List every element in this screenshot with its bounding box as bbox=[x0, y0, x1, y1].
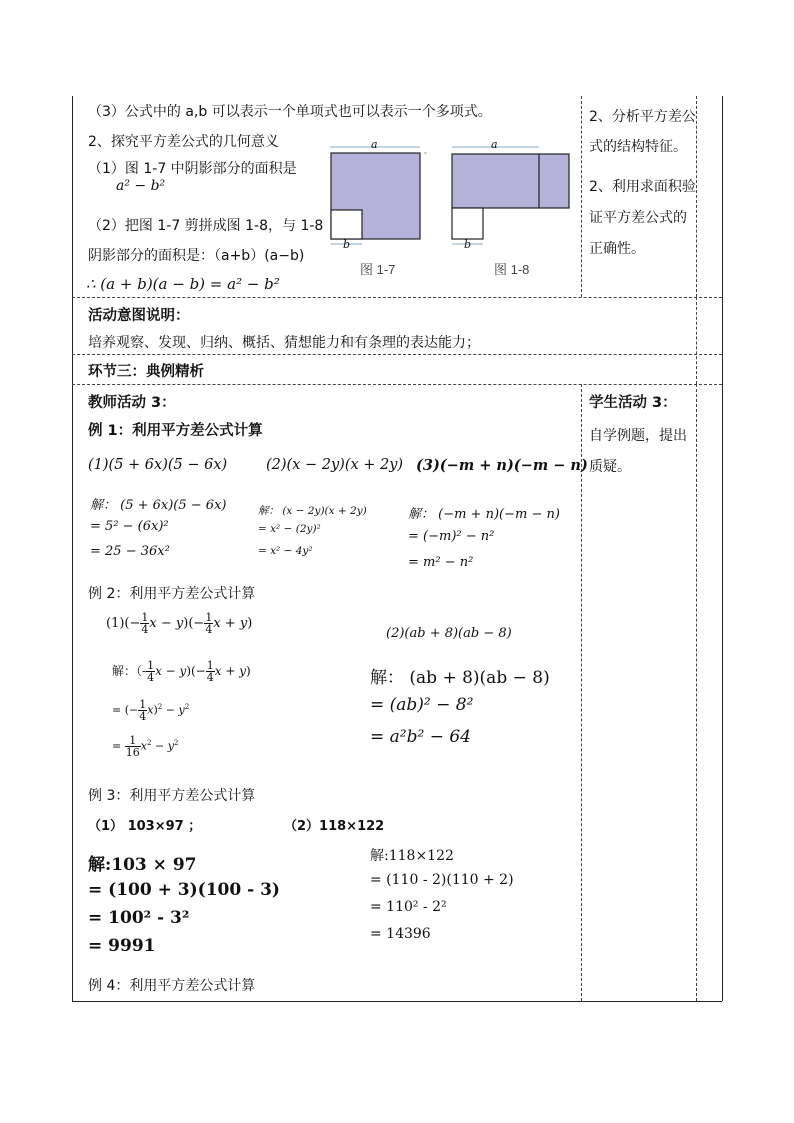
example-4-title: 例 4：利用平方差公式计算 bbox=[88, 978, 256, 994]
intent-text: 培养观察、发现、归纳、概括、猜想能力和有条理的表达能力； bbox=[88, 335, 480, 351]
question-2-line-2: 阴影部分的面积是：（a+b）(a−b) bbox=[88, 248, 305, 264]
figure-1-7-caption: 图 1-7 bbox=[360, 262, 396, 277]
example-2-problem-1: (1)(− $\frac{1}{4}$ x − y)(− $\frac{1}{4}$ x + y) bbox=[106, 611, 253, 636]
figure-1-8 bbox=[446, 138, 576, 278]
example-3-problem-1: （1） 103×97 ； bbox=[88, 819, 202, 834]
solution-1-line-1: 解： (5 + 6x)(5 − 6x) bbox=[90, 498, 227, 513]
side-note-line-5: 正确性。 bbox=[589, 241, 645, 257]
solution-2-line-1: 解： (x − 2y)(x + 2y) bbox=[258, 505, 367, 517]
column-divider-top bbox=[581, 96, 582, 297]
question-1-expression: a² − b² bbox=[116, 178, 166, 194]
column-divider-inner-top bbox=[696, 96, 697, 297]
solution-5-line-2: = (ab)² − 8² bbox=[370, 695, 474, 715]
figure-1-7-label-b: b bbox=[343, 238, 351, 251]
example-1-problem-3: (3)(−m + n)(−m − n) bbox=[416, 457, 588, 474]
table-right-border bbox=[722, 96, 723, 1001]
example-1-title: 例 1：利用平方差公式计算 bbox=[88, 423, 263, 439]
column-divider-inner-bottom bbox=[696, 384, 697, 1001]
solution-7-line-2: = (110 - 2)(110 + 2) bbox=[370, 872, 514, 888]
example-2-problem-2: (2)(ab + 8)(ab − 8) bbox=[386, 626, 512, 641]
row-divider-3 bbox=[72, 384, 722, 385]
teacher-activity-label: 教师活动 3： bbox=[88, 395, 176, 411]
example-1-problem-2: (2)(x − 2y)(x + 2y) bbox=[266, 457, 404, 473]
geometry-heading: 2、探究平方差公式的几何意义 bbox=[88, 134, 279, 150]
solution-1-line-3: = 25 − 36x² bbox=[90, 544, 170, 559]
figure-1-8-label-a: a bbox=[491, 138, 498, 151]
solution-6-line-2: = (100 + 3)(100 - 3) bbox=[88, 880, 280, 900]
side-note-line-2: 式的结构特征。 bbox=[589, 139, 687, 155]
figure-1-7-label-a: a bbox=[371, 138, 378, 151]
solution-5-line-3: = a²b² − 64 bbox=[370, 727, 471, 747]
column-divider-mid bbox=[696, 297, 697, 384]
solution-2-line-3: = x² − 4y² bbox=[258, 545, 313, 557]
solution-5-line-1: 解： (ab + 8)(ab − 8) bbox=[370, 668, 550, 688]
solution-2-line-2: = x² − (2y)² bbox=[258, 523, 321, 535]
solution-4-line-2: = (− $\frac{1}{4}$ $x)^2 - y^2$ bbox=[112, 698, 190, 723]
solution-7-line-1: 解:118×122 bbox=[370, 848, 454, 864]
side-note-line-4: 证平方差公式的 bbox=[589, 210, 687, 226]
formula-note-3: （3）公式中的 a,b 可以表示一个单项式也可以表示一个多项式。 bbox=[88, 104, 492, 120]
solution-3-line-2: = (−m)² − n² bbox=[408, 529, 495, 544]
solution-6-line-3: = 100² - 3² bbox=[88, 908, 190, 928]
figure-1-7 bbox=[326, 138, 436, 278]
student-activity-line-2: 质疑。 bbox=[589, 459, 631, 475]
figure-1-8-label-b: b bbox=[464, 238, 472, 251]
solution-3-line-3: = m² − n² bbox=[408, 555, 474, 570]
solution-6-line-4: = 9991 bbox=[88, 936, 156, 956]
solution-3-line-1: 解： (−m + n)(−m − n) bbox=[408, 507, 560, 522]
student-activity-label: 学生活动 3： bbox=[589, 395, 677, 411]
question-2-line-1: （2）把图 1-7 剪拼成图 1-8，与 1-8 bbox=[88, 218, 324, 234]
column-divider-bottom bbox=[581, 384, 582, 1001]
table-bottom-border bbox=[72, 1001, 722, 1002]
solution-4-line-3: = $\frac{1}{16}$ $x^2 - y^2$ bbox=[112, 734, 179, 759]
student-activity-line-1: 自学例题，提出 bbox=[589, 428, 687, 444]
solution-4-line-1: 解：（- $\frac{1}{4}$ x − y)(− $\frac{1}{4}$ x + y) bbox=[112, 659, 251, 684]
section-3-title: 环节三：典例精析 bbox=[88, 364, 204, 380]
row-divider-1 bbox=[72, 297, 722, 298]
solution-6-line-1: 解:103 × 97 bbox=[88, 855, 197, 875]
row-divider-2 bbox=[72, 354, 722, 355]
example-3-problem-2: （2）118×122 bbox=[284, 819, 385, 834]
figure-1-8-caption: 图 1-8 bbox=[494, 262, 530, 277]
solution-7-line-3: = 110² - 2² bbox=[370, 899, 447, 915]
solution-1-line-2: = 5² − (6x)² bbox=[90, 519, 169, 534]
table-left-border bbox=[72, 96, 73, 1001]
side-note-line-3: 2、利用求面积验 bbox=[589, 179, 696, 195]
question-1: （1）图 1-7 中阴影部分的面积是 bbox=[88, 161, 297, 177]
example-1-problem-1: (1)(5 + 6x)(5 − 6x) bbox=[88, 457, 228, 473]
therefore-identity: ∴ (a + b)(a − b) = a² − b² bbox=[86, 275, 280, 293]
side-note-line-1: 2、分析平方差公 bbox=[589, 109, 696, 125]
example-3-title: 例 3：利用平方差公式计算 bbox=[88, 788, 256, 804]
solution-7-line-4: = 14396 bbox=[370, 926, 431, 942]
intent-label: 活动意图说明： bbox=[88, 308, 190, 324]
example-2-title: 例 2：利用平方差公式计算 bbox=[88, 586, 256, 602]
